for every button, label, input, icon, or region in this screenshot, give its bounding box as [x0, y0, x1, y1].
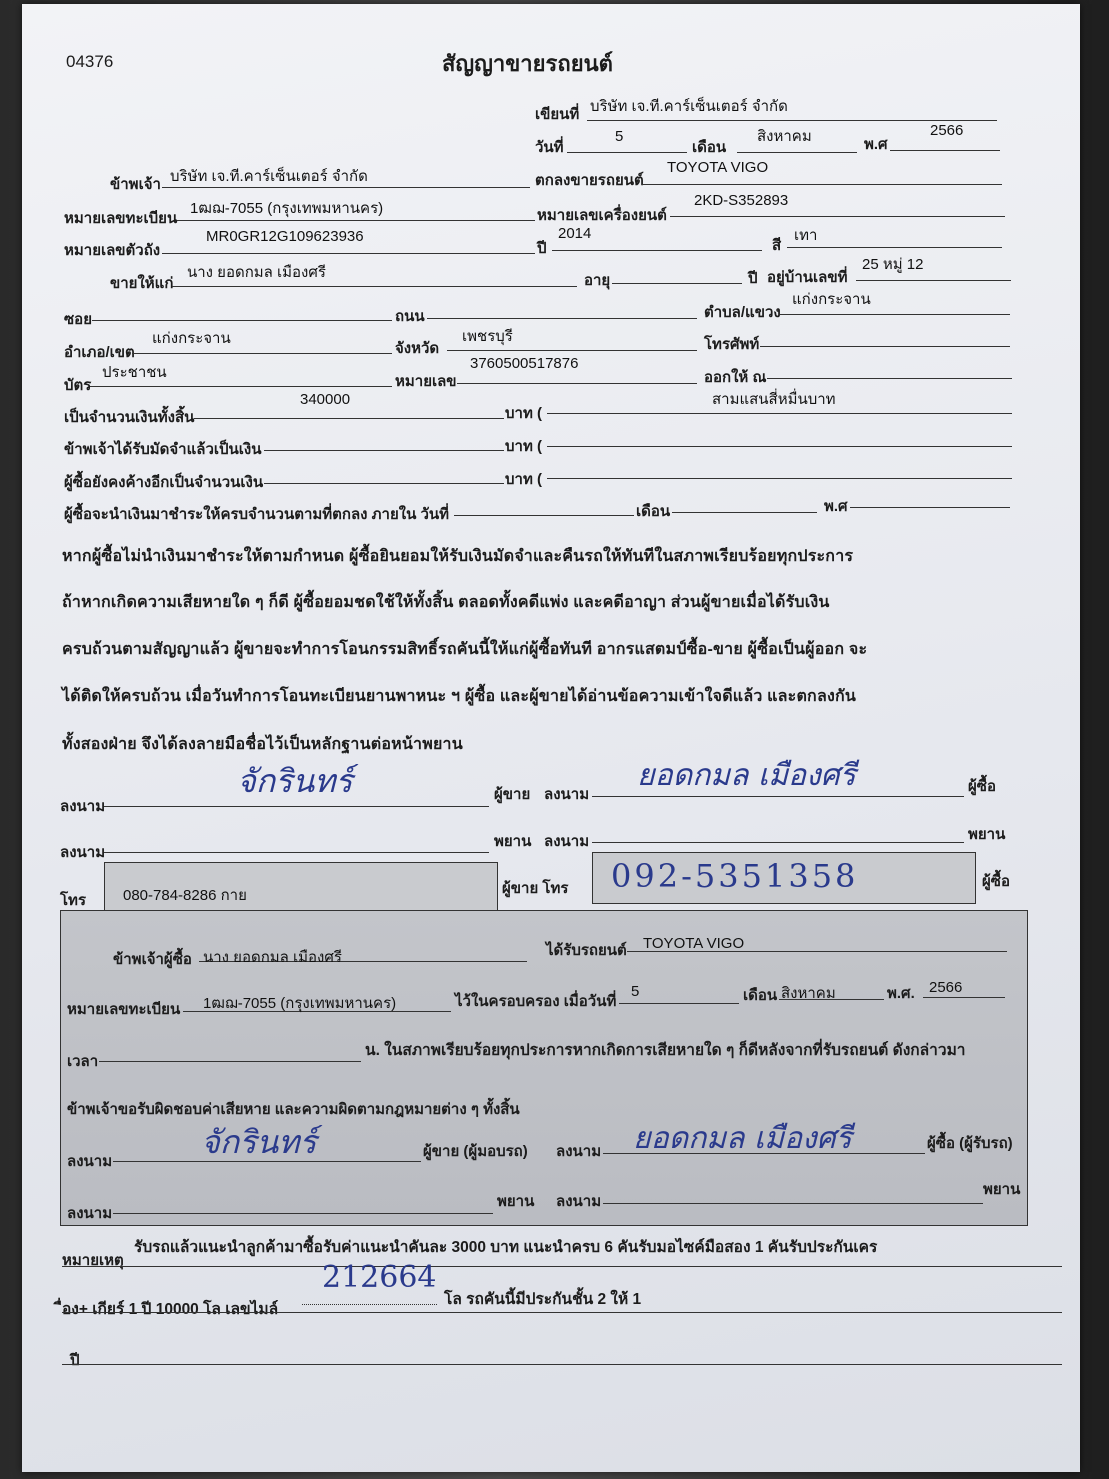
- contract-paper: [22, 4, 1080, 1472]
- province-label: จังหวัด: [395, 340, 440, 357]
- house-no-label: อยู่บ้านเลขที่: [767, 269, 848, 286]
- receipt-buyer-label: ข้าพเจ้าผู้ซื้อ: [113, 951, 192, 968]
- mileage-value: 212664: [322, 1260, 437, 1295]
- month-label: เดือน: [692, 139, 727, 156]
- seller-tel-label: ผู้ขาย โทร: [502, 880, 569, 897]
- receipt-section: [60, 910, 1028, 1226]
- buyer-signature: ยอดกมล เมืองศรี: [637, 758, 856, 793]
- total-amount-label: เป็นจำนวนเงินทั้งสิ้น: [64, 409, 195, 426]
- pay-within-label: ผู้ซื้อจะนำเงินมาชำระให้ครบจำนวนตามที่ตกลง ภายใน วันที่: [64, 506, 450, 523]
- engine-no-label: หมายเลขเครื่องยนต์: [537, 207, 667, 224]
- terms-line-1: หากผู้ซื้อไม่นำเงินมาชำระให้ตามกำหนด ผู้ซื้อยินยอมให้รับเงินมัดจำและคืนรถให้ทันทีในสภาพเรียบร้อยทุกประการ: [62, 548, 854, 565]
- pay-year-label: พ.ศ: [824, 498, 848, 515]
- baht-label-1: บาท (: [505, 405, 542, 422]
- sign-label-1: ลงนาม: [60, 798, 106, 815]
- baht-label-2: บาท (: [505, 438, 542, 455]
- terms-line-2: ถ้าหากเกิดความเสียหายใด ๆ ก็ดี ผู้ซื้อยอมชดใช้ให้ทั้งสิ้น ตลอดทั้งคดีแพ่ง และคดีอาญา ส่วนผู้ขายเมื่อได้รับเงิน: [62, 594, 830, 611]
- pay-month-label: เดือน: [636, 503, 671, 520]
- witness-label-2: พยาน: [968, 826, 1006, 843]
- road-label: ถนน: [395, 308, 425, 325]
- remark-line-3: ปี: [70, 1352, 80, 1369]
- receipt-text-2: ข้าพเจ้าขอรับผิดชอบค่าเสียหาย และความผิดตามกฎหมายต่าง ๆ ทั้งสิ้น: [67, 1101, 520, 1118]
- receipt-seller-signature: จักรินทร์: [201, 1123, 317, 1161]
- received-car-label: ได้รับรถยนต์: [546, 942, 627, 959]
- subdistrict-label: ตำบล/แขวง: [704, 304, 781, 321]
- card-no-label: หมายเลข: [395, 373, 457, 390]
- card-value: ประชาชน: [102, 364, 167, 381]
- receipt-sign-label-1: ลงนาม: [67, 1153, 113, 1170]
- buyer-phone: 092-5351358: [611, 857, 859, 895]
- document-title: สัญญาขายรถยนต์: [442, 51, 613, 76]
- remaining-label: ผู้ซื้อยังคงค้างอีกเป็นจำนวนเงิน: [64, 474, 264, 491]
- baht-label-3: บาท (: [505, 471, 542, 488]
- receipt-year-value: 2566: [929, 979, 963, 996]
- buyer-receive-label: ผู้ซื้อ (ผู้รับรถ): [927, 1135, 1013, 1152]
- receipt-year-label: พ.ศ.: [887, 985, 915, 1002]
- remark-label: หมายเหตุ: [62, 1252, 124, 1269]
- sign-label-3: ลงนาม: [60, 844, 106, 861]
- province-value: เพชรบุรี: [462, 328, 513, 345]
- color-label: สี: [772, 237, 782, 254]
- witness-label-1: พยาน: [494, 833, 532, 850]
- written-at-label: เขียนที่: [535, 106, 580, 123]
- seller-signature: จักรินทร์: [237, 762, 353, 800]
- received-car-value: TOYOTA VIGO: [643, 935, 745, 952]
- buyer-label-1: ผู้ซื้อ: [968, 778, 996, 795]
- chassis-no-value: MR0GR12G109623936: [206, 228, 364, 245]
- sell-to-label: ขายให้แก่: [110, 275, 174, 292]
- receipt-buyer-signature: ยอดกมล เมืองศรี: [633, 1121, 852, 1156]
- total-amount-value: 340000: [300, 391, 351, 408]
- receipt-witness-label-2: พยาน: [983, 1181, 1021, 1198]
- seller-label-1: ผู้ขาย: [494, 786, 531, 803]
- year-label: พ.ศ: [864, 136, 888, 153]
- seller-deliver-label: ผู้ขาย (ผู้มอบรถ): [423, 1143, 528, 1160]
- remark-line-1: รับรถแล้วแนะนำลูกค้ามาซื้อรับค่าแนะนำคันละ 3000 บาท แนะนำครบ 6 คันรับมอไซค์มือสอง 1 คันรับประกันเคร: [134, 1239, 878, 1256]
- receipt-sign-label-2: ลงนาม: [556, 1143, 602, 1160]
- car-model: TOYOTA VIGO: [667, 159, 769, 176]
- buyer-phone-box: [592, 852, 976, 904]
- month-value: สิงหาคม: [757, 128, 812, 145]
- car-year-label: ปี: [537, 240, 547, 257]
- time-label: เวลา: [67, 1053, 99, 1070]
- terms-line-5: ทั้งสองฝ่าย จึงได้ลงลายมือชื่อไว้เป็นหลักฐานต่อหน้าพยาน: [62, 736, 463, 753]
- remark-line-2a: ื่อง+ เกียร์ 1 ปี 10000 โล เลขไมล์: [62, 1301, 279, 1318]
- day-value: 5: [615, 128, 624, 145]
- terms-line-3: ครบถ้วนตามสัญญาแล้ว ผู้ขายจะทำการโอนกรรมสิทธิ์รถคันนี้ให้แก่ผู้ซื้อทันที อากรแสตมป์ซื้อ-ขาย ผู้ซื้อเป็นผู้ออก จะ: [62, 641, 868, 658]
- seller-phone-box: [104, 862, 498, 912]
- reg-no-label: หมายเลขทะเบียน: [64, 210, 178, 227]
- soi-label: ซอย: [64, 311, 92, 328]
- car-year-value: 2014: [558, 225, 592, 242]
- receipt-reg-label: หมายเลขทะเบียน: [67, 1001, 181, 1018]
- reg-no-value: 1ฒฌ-7055 (กรุงเทพมหานคร): [190, 200, 384, 217]
- buyer-name: นาง ยอดกมล เมืองศรี: [187, 264, 326, 281]
- sign-label-4: ลงนาม: [544, 833, 590, 850]
- chassis-no-label: หมายเลขตัวถัง: [64, 242, 161, 259]
- receipt-buyer-name: นาง ยอดกมล เมืองศรี: [203, 949, 342, 966]
- district-label: อำเภอ/เขต: [64, 344, 135, 361]
- issued-by-label: ออกให้ ณ: [704, 369, 767, 386]
- card-label: บัตร: [64, 377, 92, 394]
- age-label: อายุ: [584, 272, 611, 289]
- possess-label: ไว้ในครอบครอง เมื่อวันที่: [455, 993, 617, 1010]
- terms-line-4: ได้ติดให้ครบถ้วน เมื่อวันทำการโอนทะเบียนยานพาหนะ ฯ ผู้ซื้อ และผู้ขายได้อ่านข้อความเข้าใจดีแล้ว และตกลงกัน: [62, 688, 856, 705]
- possess-day: 5: [631, 983, 640, 1000]
- receipt-month-value: สิงหาคม: [781, 985, 836, 1002]
- written-at-value: บริษัท เจ.ที.คาร์เซ็นเตอร์ จำกัด: [590, 98, 788, 115]
- phone-label: โทรศัพท์: [704, 336, 760, 353]
- card-no-value: 3760500517876: [470, 355, 579, 372]
- receipt-witness-label-1: พยาน: [497, 1193, 535, 1210]
- buyer-label-2: ผู้ซื้อ: [982, 873, 1010, 890]
- remark-line-2b: โล รถคันนี้มีประกันชั้น 2 ให้ 1: [444, 1291, 642, 1308]
- age-unit: ปี: [748, 270, 758, 287]
- district-value: แก่งกระจาน: [152, 330, 231, 347]
- deposit-label: ข้าพเจ้าได้รับมัดจำแล้วเป็นเงิน: [64, 441, 262, 458]
- year-value: 2566: [930, 122, 964, 139]
- total-amount-words: สามแสนสี่หมื่นบาท: [712, 391, 836, 408]
- receipt-sign-label-3: ลงนาม: [67, 1205, 113, 1222]
- subdistrict-value: แก่งกระจาน: [792, 291, 871, 308]
- house-no-value: 25 หมู่ 12: [862, 256, 924, 273]
- engine-no-value: 2KD-S352893: [694, 192, 789, 209]
- receipt-month-label: เดือน: [743, 987, 778, 1004]
- i-label: ข้าพเจ้า: [110, 176, 161, 193]
- agree-sell-label: ตกลงขายรถยนต์: [535, 172, 644, 189]
- document-number: 04376: [66, 52, 114, 71]
- seller-name: บริษัท เจ.ที.คาร์เซ็นเตอร์ จำกัด: [170, 168, 368, 185]
- color-value: เทา: [794, 227, 818, 244]
- tel-label: โทร: [60, 892, 87, 909]
- day-label: วันที่: [535, 139, 564, 156]
- receipt-text-1: น. ในสภาพเรียบร้อยทุกประการหากเกิดการเสียหายใด ๆ ก็ดีหลังจากที่รับรถยนต์ ดังกล่าวมา: [365, 1042, 966, 1059]
- seller-phone: 080-784-8286 กาย: [123, 887, 247, 904]
- sign-label-2: ลงนาม: [544, 786, 590, 803]
- receipt-sign-label-4: ลงนาม: [556, 1193, 602, 1210]
- receipt-reg-value: 1ฒฌ-7055 (กรุงเทพมหานคร): [203, 995, 397, 1012]
